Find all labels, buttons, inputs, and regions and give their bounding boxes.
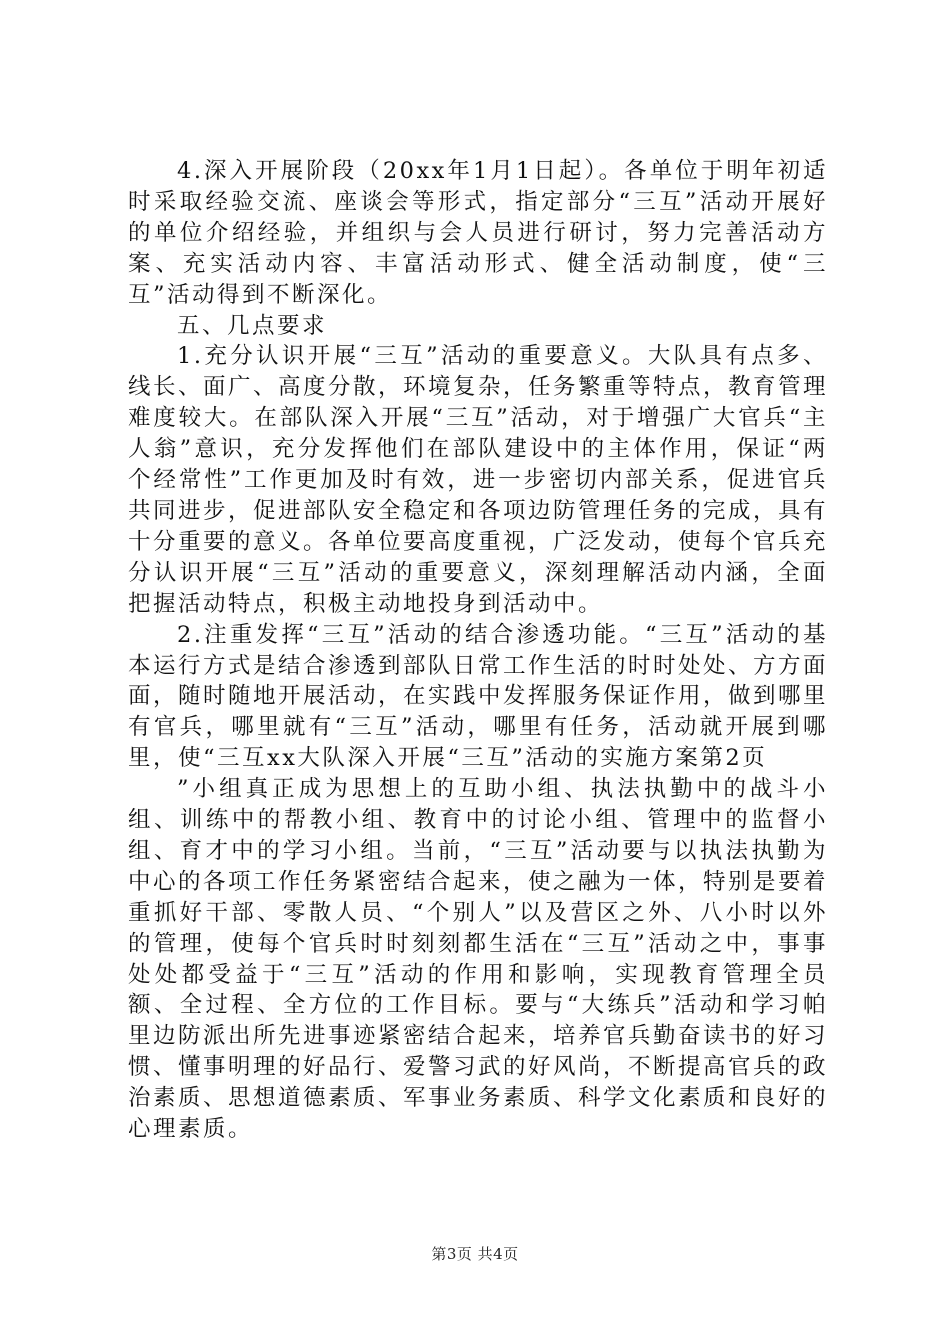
paragraph-requirement-1: 1.充分认识开展“三互”活动的重要意义。大队具有点多、线长、面广、高度分散，环境复杂，任务繁重等特点，教育管理难度较大。在部队深入开展“三互”活动，对于增强广大官兵“主人翁”意识，充分发挥他们在部队建设中的主体作用，保证“两个经常性”工作更加及时有效，进一步密切内部关系，促进官兵共同进步，促进部队安全稳定和各项边防管理任务的完成，具有十分重要的意义。各单位要高度重视，广泛发动，使每个官兵充分认识开展“三互”活动的重要意义，深刻理解活动内涵，全面把握活动特点，积极主动地投身到活动中。 xyxy=(128,343,829,617)
paragraph-requirement-2: 2.注重发挥“三互”活动的结合渗透功能。“三互”活动的基本运行方式是结合渗透到部队日常工作生活的时时处处、方方面面，随时随地开展活动，在实践中发挥服务保证作用，做到哪里有官兵，哪里就有“三互”活动，哪里有任务，活动就开展到哪里，使“三互xx大队深入开展“三互”活动的实施方案第2页 xyxy=(128,621,829,772)
paragraph-stage-4: 4.深入开展阶段（20xx年1月1日起）。各单位于明年初适时采取经验交流、座谈会等形式，指定部分“三互”活动开展好的单位介绍经验，并组织与会人员进行研讨，努力完善活动方案、充实活动内容、丰富活动形式、健全活动制度，使“三互”活动得到不断深化。 xyxy=(128,158,828,308)
section-heading-requirements: 五、几点要求 xyxy=(177,312,328,339)
document-body xyxy=(128,156,828,1145)
paragraph-continuation: ”小组真正成为思想上的互助小组、执法执勤中的战斗小组、训练中的帮教小组、教育中的讨论小组、管理中的监督小组、育才中的学习小组。当前，“三互”活动要与以执法执勤为中心的各项工作任务紧密结合起来，使之融为一体，特别是要着重抓好干部、零散人员、“个别人”以及营区之外、八小时以外的管理，使每个官兵时时刻刻都生活在“三互”活动之中，事事处处都受益于“三互”活动的作用和影响，实现教育管理全员额、全过程、全方位的工作目标。要与“大练兵”活动和学习帕里边防派出所先进事迹紧密结合起来，培养官兵勤奋读书的好习惯、懂事明理的好品行、爱警习武的好风尚，不断提高官兵的政治素质、思想道德素质、军事业务素质、科学文化素质和良好的心理素质。 xyxy=(128,776,829,1143)
page-number-footer: 第3页 共4页 xyxy=(431,1245,519,1263)
